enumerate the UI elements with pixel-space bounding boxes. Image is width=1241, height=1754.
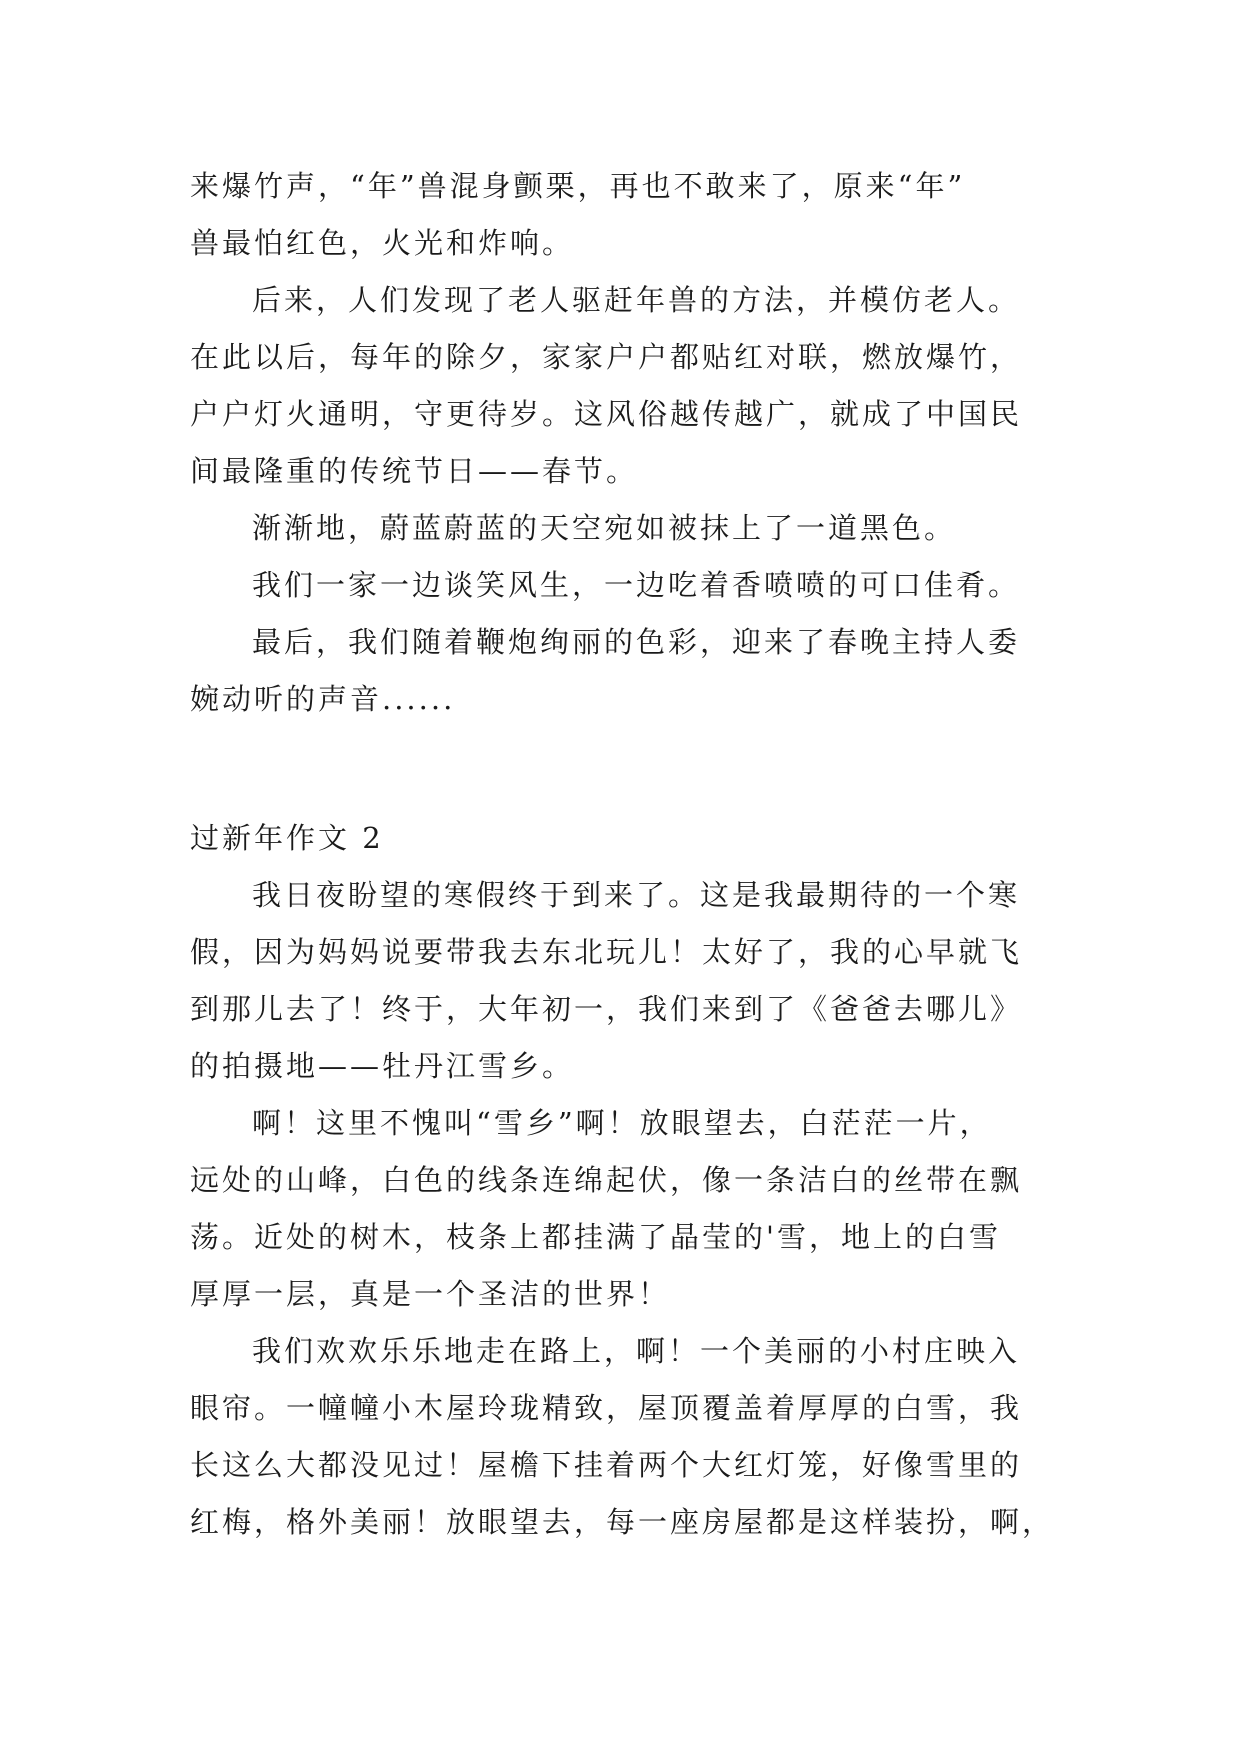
text-line: 我们欢欢乐乐地走在路上，啊！一个美丽的小村庄映入 [252,1334,1021,1368]
text-line: 到那儿去了！终于，大年初一，我们来到了《爸爸去哪儿》 [190,992,1023,1026]
text-line: 间最隆重的传统节日——春节。 [190,454,639,488]
text-line: 荡。近处的树木，枝条上都挂满了晶莹的'雪，地上的白雪 [190,1220,1001,1254]
text-line: 后来，人们发现了老人驱赶年兽的方法，并模仿老人。 [252,283,1021,317]
text-line: 兽最怕红色，火光和炸响。 [190,226,575,260]
section-gap [190,728,1070,810]
text-line: 远处的山峰，白色的线条连绵起伏，像一条洁白的丝带在飘 [190,1163,1023,1197]
essay-2-body [190,867,1070,1551]
text-line: 红梅，格外美丽！放眼望去，每一座房屋都是这样装扮，啊， [190,1505,1055,1539]
text-line: 长这么大都没见过！屋檐下挂着两个大红灯笼，好像雪里的 [190,1448,1023,1482]
text-line: 户户灯火通明，守更待岁。这风俗越传越广，就成了中国民 [190,397,1023,431]
text-line: 在此以后，每年的除夕，家家户户都贴红对联，燃放爆竹， [190,340,1023,374]
text-line: 厚厚一层，真是一个圣洁的世界！ [190,1277,671,1311]
text-line: 啊！这里不愧叫“雪乡”啊！放眼望去，白茫茫一片， [252,1106,992,1140]
text-line: 我日夜盼望的寒假终于到来了。这是我最期待的一个寒 [252,878,1021,912]
text-line: 最后，我们随着鞭炮绚丽的色彩，迎来了春晚主持人委 [252,625,1021,659]
essay-body [190,158,1070,1551]
essay-1-continuation [190,158,1070,728]
text-line: 的拍摄地——牡丹江雪乡。 [190,1049,575,1083]
text-line: 婉动听的声音...... [190,682,456,716]
text-line: 渐渐地，蔚蓝蔚蓝的天空宛如被抹上了一道黑色。 [252,511,957,545]
text-line: 我们一家一边谈笑风生，一边吃着香喷喷的可口佳肴。 [252,568,1021,602]
text-line: 来爆竹声，“年”兽混身颤栗，再也不敢来了，原来“年” [190,169,966,203]
text-line: 假，因为妈妈说要带我去东北玩儿！太好了，我的心早就飞 [190,935,1023,969]
essay-title: 过新年作文 2 [190,821,384,855]
text-line: 眼帘。一幢幢小木屋玲珑精致，屋顶覆盖着厚厚的白雪，我 [190,1391,1023,1425]
